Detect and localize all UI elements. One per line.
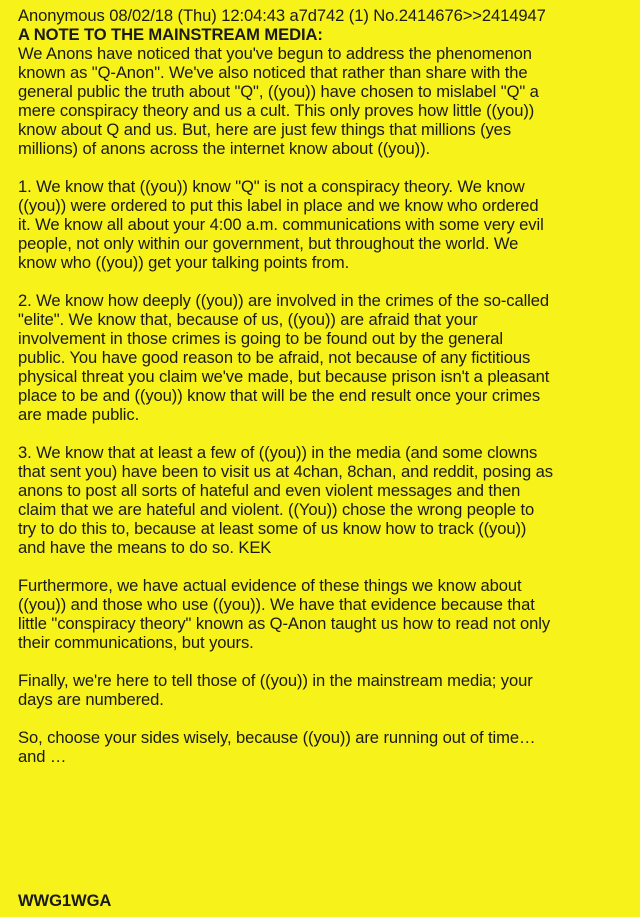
text-line: and …: [18, 747, 67, 766]
text-line: 3. We know that at least a few of ((you)) in the media (and some clowns: [18, 443, 538, 462]
text-line: know about Q and us. But, here are just few things that millions (yes: [18, 120, 512, 139]
text-line: public. You have good reason to be afraid, not because of any fictitious: [18, 348, 531, 367]
text-line: mere conspiracy theory and us a cult. This only proves how little ((you)): [18, 101, 535, 120]
text-line: millions) of anons across the internet know about ((you)).: [18, 139, 431, 158]
text-line: We Anons have noticed that you've begun to address the phenomenon: [18, 44, 532, 63]
paragraph-furthermore: [18, 576, 630, 652]
text-line: know who ((you)) get your talking points from.: [18, 253, 350, 272]
paragraph-finally: [18, 671, 630, 709]
paragraph-intro: [18, 44, 630, 158]
text-line: their communications, but yours.: [18, 633, 254, 652]
text-line: it. We know all about your 4:00 a.m. communications with some very evil: [18, 215, 544, 234]
text-line: 2. We know how deeply ((you)) are involved in the crimes of the so-called: [18, 291, 550, 310]
text-line: are made public.: [18, 405, 140, 424]
text-line: physical threat you claim we've made, but because prison isn't a pleasant: [18, 367, 550, 386]
paragraph-choose-sides: [18, 728, 630, 766]
text-line: So, choose your sides wisely, because ((you)) are running out of time…: [18, 728, 536, 747]
text-line: try to do this to, because at least some of us know how to track ((you)): [18, 519, 527, 538]
text-line: known as "Q-Anon". We've also noticed that rather than share with the: [18, 63, 528, 82]
text-line: general public the truth about "Q", ((you)) have chosen to mislabel "Q" a: [18, 82, 539, 101]
text-line: "elite". We know that, because of us, ((you)) are afraid that your: [18, 310, 478, 329]
paragraph-point-1: [18, 177, 630, 272]
text-line: and have the means to do so. KEK: [18, 538, 272, 557]
text-line: ((you)) and those who use ((you)). We have that evidence because that: [18, 595, 535, 614]
post-header: Anonymous 08/02/18 (Thu) 12:04:43 a7d742 (1) No.2414676>>2414947: [18, 6, 546, 25]
text-line: place to be and ((you)) know that will be the end result once your crimes: [18, 386, 541, 405]
text-line: that sent you) have been to visit us at 4chan, 8chan, and reddit, posing as: [18, 462, 553, 481]
text-line: people, not only within our government, but throughout the world. We: [18, 234, 519, 253]
text-line: Finally, we're here to tell those of ((you)) in the mainstream media; your: [18, 671, 533, 690]
text-line: 1. We know that ((you)) know "Q" is not a conspiracy theory. We know: [18, 177, 525, 196]
paragraph-point-3: [18, 443, 630, 557]
signoff: WWG1WGA: [18, 891, 112, 910]
text-line: involvement in those crimes is going to be found out by the general: [18, 329, 503, 348]
text-line: Furthermore, we have actual evidence of these things we know about: [18, 576, 522, 595]
text-line: little "conspiracy theory" known as Q-Anon taught us how to read not only: [18, 614, 551, 633]
post-title: A NOTE TO THE MAINSTREAM MEDIA:: [18, 25, 323, 44]
text-line: anons to post all sorts of hateful and even violent messages and then: [18, 481, 521, 500]
paragraph-point-2: [18, 291, 630, 424]
text-line: days are numbered.: [18, 690, 164, 709]
text-line: ((you)) were ordered to put this label in place and we know who ordered: [18, 196, 539, 215]
text-line: claim that we are hateful and violent. ((You)) chose the wrong people to: [18, 500, 535, 519]
